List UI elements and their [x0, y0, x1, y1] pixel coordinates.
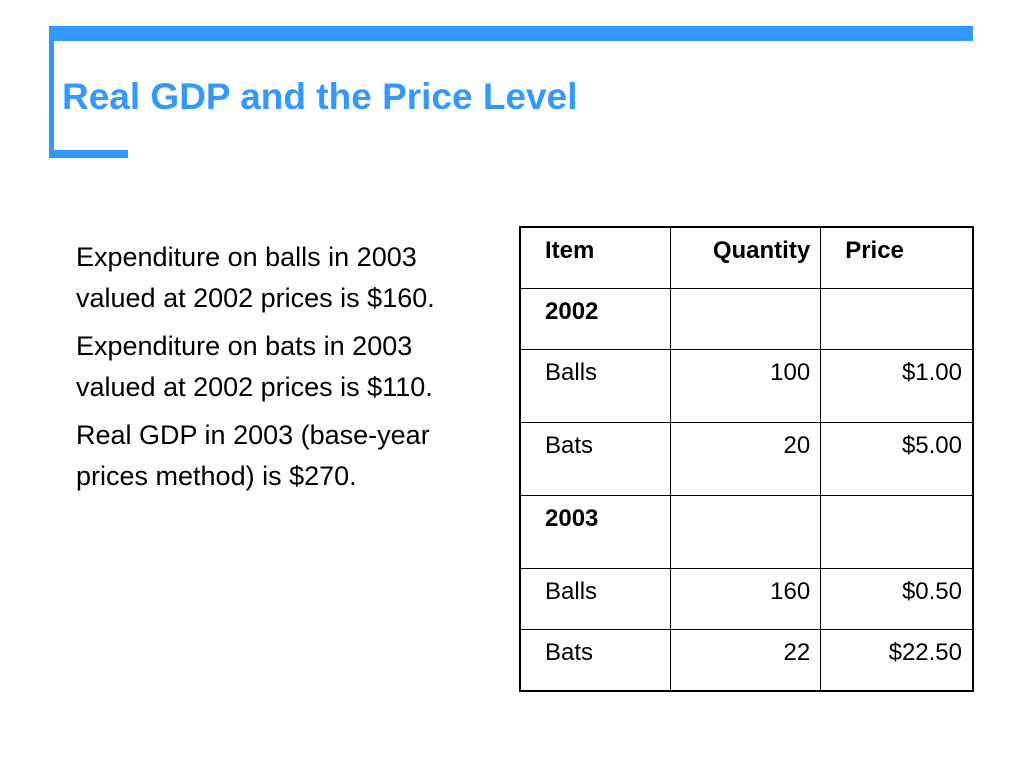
cell-quantity — [670, 289, 821, 350]
title-accent-bar-left — [49, 26, 54, 158]
cell-price: $0.50 — [821, 569, 973, 630]
quantity-price-table — [519, 226, 974, 692]
title-accent-bar-bottom — [49, 150, 128, 158]
slide-title: Real GDP and the Price Level — [62, 76, 578, 117]
header-price: Price — [821, 227, 973, 289]
table-row-year — [520, 289, 973, 350]
cell-price: $22.50 — [821, 630, 973, 692]
title-accent-bar-top — [49, 26, 973, 41]
cell-quantity: 20 — [670, 423, 821, 496]
table-row-year — [520, 496, 973, 569]
table-row — [520, 423, 973, 496]
cell-price — [821, 289, 973, 350]
cell-price — [821, 496, 973, 569]
cell-quantity: 22 — [670, 630, 821, 692]
table-row — [520, 350, 973, 423]
cell-quantity — [670, 496, 821, 569]
body-paragraph: Expenditure on balls in 2003 valued at 2002 prices is $160. — [76, 242, 435, 313]
cell-price: $5.00 — [821, 423, 973, 496]
cell-item: Balls — [520, 350, 670, 423]
cell-item: Bats — [520, 630, 670, 692]
header-quantity: Quantity — [670, 227, 821, 289]
table-row — [520, 630, 973, 692]
table-row — [520, 569, 973, 630]
body-text-block — [76, 237, 496, 504]
table-header-row — [520, 227, 973, 289]
cell-item: 2002 — [520, 289, 670, 350]
cell-item: Balls — [520, 569, 670, 630]
header-item: Item — [520, 227, 670, 289]
cell-item: 2003 — [520, 496, 670, 569]
cell-price: $1.00 — [821, 350, 973, 423]
body-paragraph: Real GDP in 2003 (base-year prices method) is $270. — [76, 420, 430, 491]
cell-item: Bats — [520, 423, 670, 496]
cell-quantity: 160 — [670, 569, 821, 630]
body-paragraph: Expenditure on bats in 2003 valued at 2002 prices is $110. — [76, 331, 433, 402]
cell-quantity: 100 — [670, 350, 821, 423]
